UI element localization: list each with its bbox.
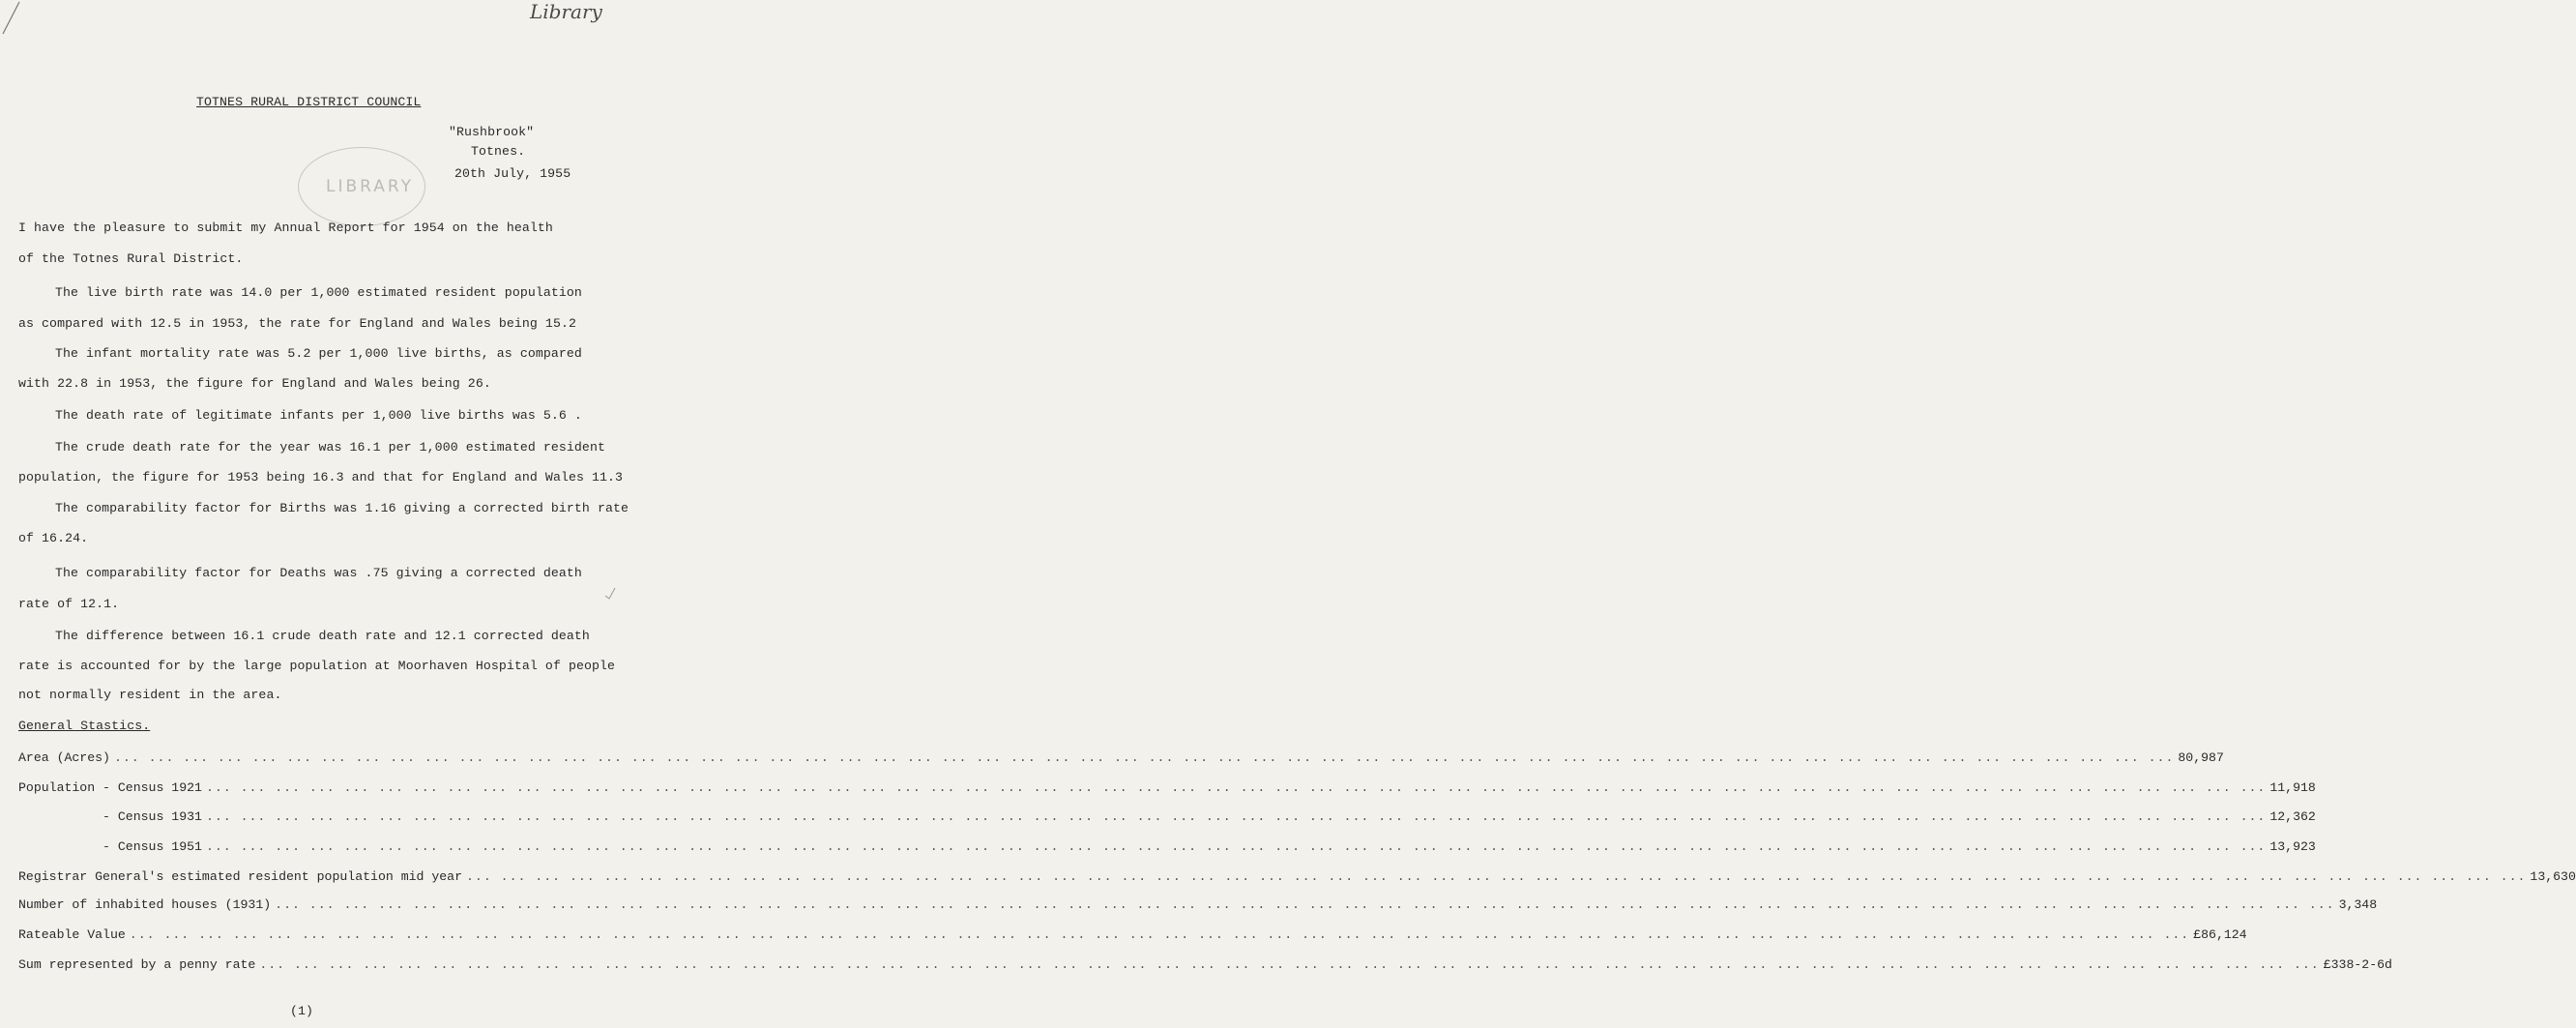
stats-row: [18, 809, 2316, 824]
paragraph-5-line-2: population, the figure for 1953 being 16.3 and that for England and Wales 11.3: [18, 470, 624, 485]
address-house-name: "Rushbrook": [449, 125, 535, 139]
stats-value: 13,630: [2530, 869, 2576, 884]
leader-dots: ... ... ... ... ... ... ... ... ... ... ... ... ... ... ... ... ... ... ... ... ... ... ... ... ... ... ... ... ... ... ... ... ... ... ... ... ... ... ... ... ... ... ... ... ... ... ... ... ... ... ... ... ... ... ... ... ... ... ... ...: [466, 869, 2527, 884]
paragraph-5-line-1: The crude death rate for the year was 16.1 per 1,000 estimated resident: [55, 440, 605, 455]
paragraph-6-line-2: of 16.24.: [18, 531, 89, 545]
paragraph-6-line-1: The comparability factor for Births was 1.16 giving a corrected birth rate: [55, 501, 629, 515]
stats-label: Sum represented by a penny rate: [18, 957, 256, 972]
stats-label: Population - Census 1921: [18, 780, 202, 795]
stats-row: [18, 927, 2247, 942]
leader-dots: ... ... ... ... ... ... ... ... ... ... ... ... ... ... ... ... ... ... ... ... ... ... ... ... ... ... ... ... ... ... ... ... ... ... ... ... ... ... ... ... ... ... ... ... ... ... ... ... ... ... ... ... ... ... ... ... ... ... ... ...: [205, 809, 2267, 824]
paragraph-8-line-2: rate is accounted for by the large population at Moorhaven Hospital of people: [18, 659, 616, 673]
stats-label: Rateable Value: [18, 927, 126, 942]
handwritten-annotation-text: Library: [530, 0, 602, 23]
stats-label: - Census 1931: [18, 809, 202, 824]
stats-value: 11,918: [2269, 780, 2316, 795]
leader-dots: ... ... ... ... ... ... ... ... ... ... ... ... ... ... ... ... ... ... ... ... ... ... ... ... ... ... ... ... ... ... ... ... ... ... ... ... ... ... ... ... ... ... ... ... ... ... ... ... ... ... ... ... ... ... ... ... ... ... ... ...: [129, 927, 2190, 942]
library-stamp: [298, 147, 425, 226]
stats-label: - Census 1951: [18, 839, 202, 854]
stats-heading: General Stastics.: [18, 719, 151, 733]
paragraph-4-line-1: The death rate of legitimate infants per 1,000 live births was 5.6 .: [55, 408, 582, 423]
letter-date: 20th July, 1955: [454, 166, 571, 181]
leader-dots: ... ... ... ... ... ... ... ... ... ... ... ... ... ... ... ... ... ... ... ... ... ... ... ... ... ... ... ... ... ... ... ... ... ... ... ... ... ... ... ... ... ... ... ... ... ... ... ... ... ... ... ... ... ... ... ... ... ... ... ...: [259, 957, 2320, 972]
stats-value: £338-2-6d: [2323, 957, 2392, 972]
stats-value: 80,987: [2178, 750, 2224, 765]
pencil-tick-mark: [603, 586, 617, 600]
leader-dots: ... ... ... ... ... ... ... ... ... ... ... ... ... ... ... ... ... ... ... ... ... ... ... ... ... ... ... ... ... ... ... ... ... ... ... ... ... ... ... ... ... ... ... ... ... ... ... ... ... ... ... ... ... ... ... ... ... ... ... ...: [275, 897, 2335, 912]
stats-row: [18, 750, 2224, 765]
leader-dots: ... ... ... ... ... ... ... ... ... ... ... ... ... ... ... ... ... ... ... ... ... ... ... ... ... ... ... ... ... ... ... ... ... ... ... ... ... ... ... ... ... ... ... ... ... ... ... ... ... ... ... ... ... ... ... ... ... ... ... ...: [113, 750, 2175, 765]
address-town: Totnes.: [471, 144, 526, 159]
paragraph-1-line-2: of the Totnes Rural District.: [18, 251, 244, 266]
paragraph-7-line-2: rate of 12.1.: [18, 597, 120, 611]
stats-row: [18, 780, 2316, 795]
stats-value: 13,923: [2269, 839, 2316, 854]
stats-label: Area (Acres): [18, 750, 110, 765]
stats-value: 12,362: [2269, 809, 2316, 824]
paragraph-2-line-2: as compared with 12.5 in 1953, the rate for England and Wales being 15.2: [18, 316, 576, 331]
stats-value: 3,348: [2338, 897, 2378, 912]
paragraph-8-line-1: The difference between 16.1 crude death rate and 12.1 corrected death: [55, 629, 590, 643]
stats-label: Registrar General's estimated resident population mid year: [18, 869, 462, 884]
paragraph-7-line-1: The comparability factor for Deaths was .75 giving a corrected death: [55, 566, 582, 580]
stats-row: [18, 957, 2392, 972]
paragraph-8-line-3: not normally resident in the area.: [18, 688, 282, 702]
paragraph-1-line-1: I have the pleasure to submit my Annual Report for 1954 on the health: [18, 220, 553, 235]
leader-dots: ... ... ... ... ... ... ... ... ... ... ... ... ... ... ... ... ... ... ... ... ... ... ... ... ... ... ... ... ... ... ... ... ... ... ... ... ... ... ... ... ... ... ... ... ... ... ... ... ... ... ... ... ... ... ... ... ... ... ... ...: [205, 780, 2267, 795]
stats-value: £86,124: [2193, 927, 2247, 942]
paragraph-3-line-1: The infant mortality rate was 5.2 per 1,000 live births, as compared: [55, 346, 582, 361]
handwritten-annotation: [530, 0, 602, 23]
paragraph-2-line-1: The live birth rate was 14.0 per 1,000 estimated resident population: [55, 285, 582, 300]
stats-label: Number of inhabited houses (1931): [18, 897, 272, 912]
page-number: (1): [290, 1004, 314, 1018]
council-title: TOTNES RURAL DISTRICT COUNCIL: [196, 95, 422, 109]
paragraph-3-line-2: with 22.8 in 1953, the figure for England and Wales being 26.: [18, 376, 491, 391]
stats-row: [18, 839, 2316, 854]
stats-row: [18, 897, 2378, 912]
library-stamp-text: LIBRARY: [326, 177, 415, 196]
leader-dots: ... ... ... ... ... ... ... ... ... ... ... ... ... ... ... ... ... ... ... ... ... ... ... ... ... ... ... ... ... ... ... ... ... ... ... ... ... ... ... ... ... ... ... ... ... ... ... ... ... ... ... ... ... ... ... ... ... ... ... ...: [205, 839, 2267, 854]
stats-row: [18, 869, 2576, 884]
pen-mark-corner: [0, 0, 29, 39]
